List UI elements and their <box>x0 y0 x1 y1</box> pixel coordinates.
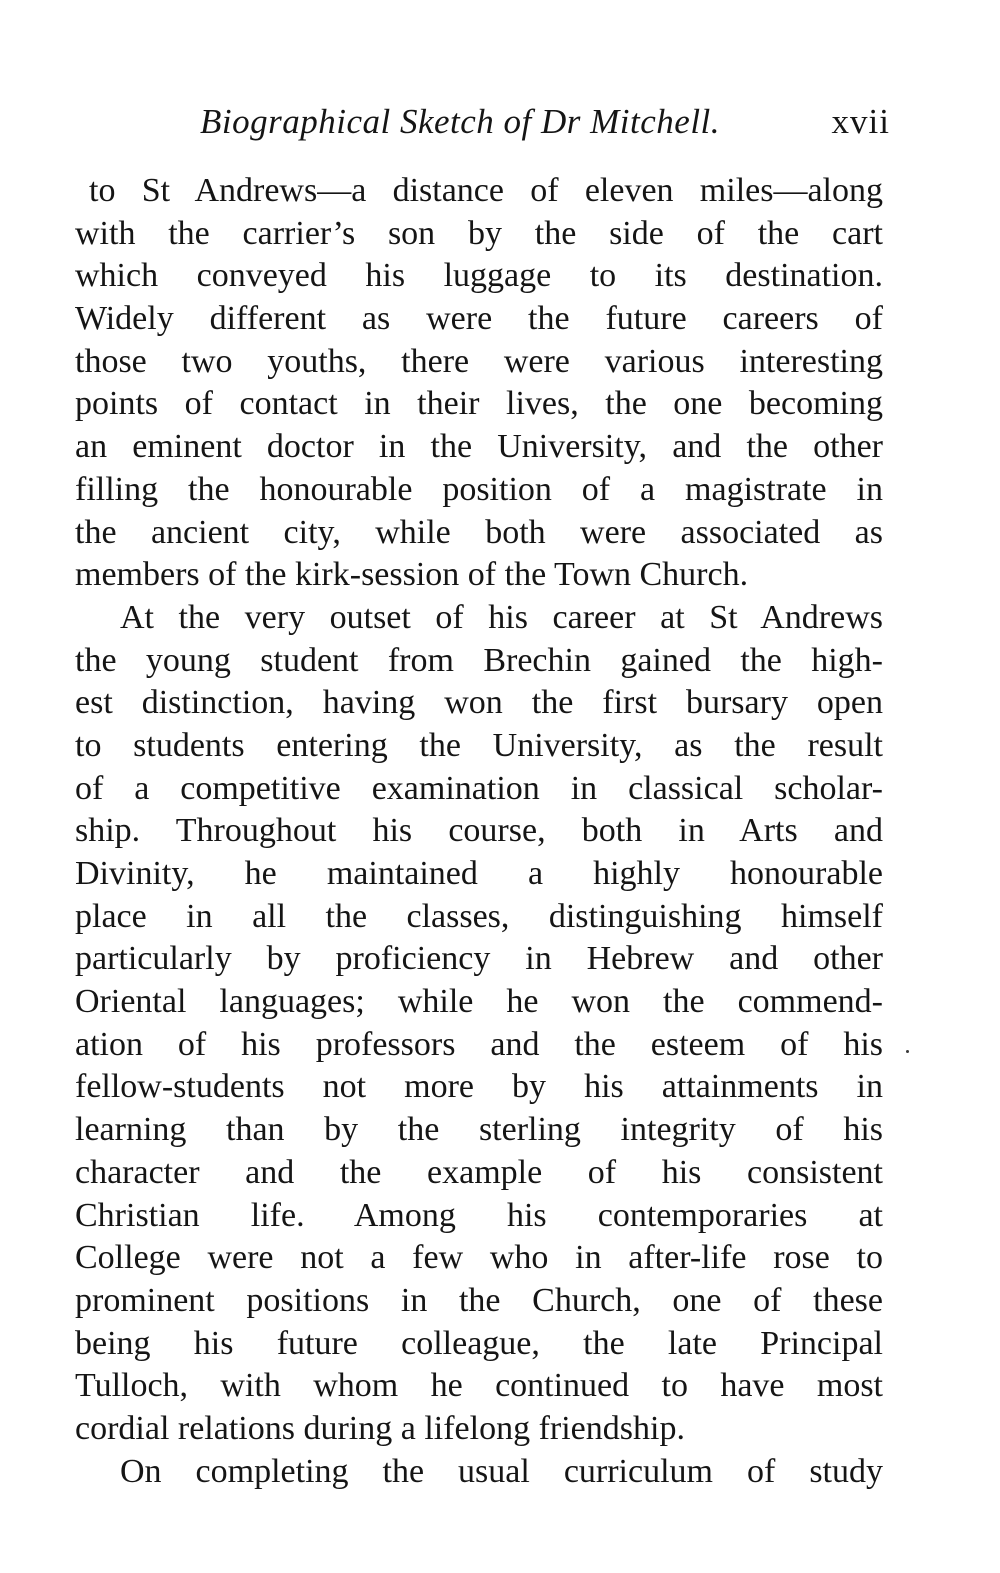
text-line: of a competitive examination in classical scholar- <box>75 769 883 807</box>
text-line: those two youths, there were various interesting <box>75 342 883 380</box>
page-number: xvii <box>831 102 890 141</box>
text-line: prominent positions in the Church, one of these <box>75 1281 883 1319</box>
text-line: Oriental languages; while he won the commend- <box>75 983 883 1021</box>
margin-speck <box>906 1050 909 1053</box>
text-line: to St Andrews—a distance of eleven miles—along <box>89 172 883 209</box>
text-line: with the carrier’s son by the side of the cart <box>75 214 883 252</box>
text-line: to students entering the University, as the result <box>75 726 883 764</box>
text-line: place in all the classes, distinguishing himself <box>75 897 883 935</box>
text-line: filling the honourable position of a magistrate in <box>75 470 883 508</box>
text-line: the young student from Brechin gained the high- <box>75 641 883 679</box>
text-line: cordial relations during a lifelong friendship. <box>75 1409 685 1447</box>
text-line: particularly by proficiency in Hebrew and other <box>75 940 883 978</box>
running-title: Biographical Sketch of Dr Mitchell. <box>200 102 721 141</box>
paragraph-start-line: On completing the usual curriculum of study <box>120 1452 883 1490</box>
text-line: Divinity, he maintained a highly honourable <box>75 855 883 892</box>
text-line: College were not a few who in after-life rose to <box>75 1239 883 1277</box>
text-line: Widely different as were the future careers of <box>75 300 883 338</box>
text-line: points of contact in their lives, the one becoming <box>75 385 883 423</box>
text-line: the ancient city, while both were associated as <box>75 513 883 551</box>
text-line: character and the example of his consistent <box>75 1153 883 1191</box>
text-line: ship. Throughout his course, both in Arts and <box>75 812 883 850</box>
text-line: Christian life. Among his contemporaries at <box>75 1196 883 1234</box>
text-line: which conveyed his luggage to its destination. <box>75 257 883 295</box>
paragraph-start-line: At the very outset of his career at St Andrews <box>120 598 883 636</box>
text-line: est distinction, having won the first bursary open <box>75 684 883 722</box>
body-text <box>75 170 883 1493</box>
text-line: members of the kirk-session of the Town Church. <box>75 556 749 594</box>
text-line: being his future colleague, the late Principal <box>75 1324 883 1362</box>
text-line: Tulloch, with whom he continued to have most <box>75 1367 883 1405</box>
text-line: learning than by the sterling integrity of his <box>75 1111 883 1149</box>
text-line: fellow-students not more by his attainments in <box>75 1068 883 1106</box>
text-line: an eminent doctor in the University, and the other <box>75 428 883 466</box>
text-line: ation of his professors and the esteem of his <box>75 1025 883 1063</box>
running-head <box>200 102 890 152</box>
